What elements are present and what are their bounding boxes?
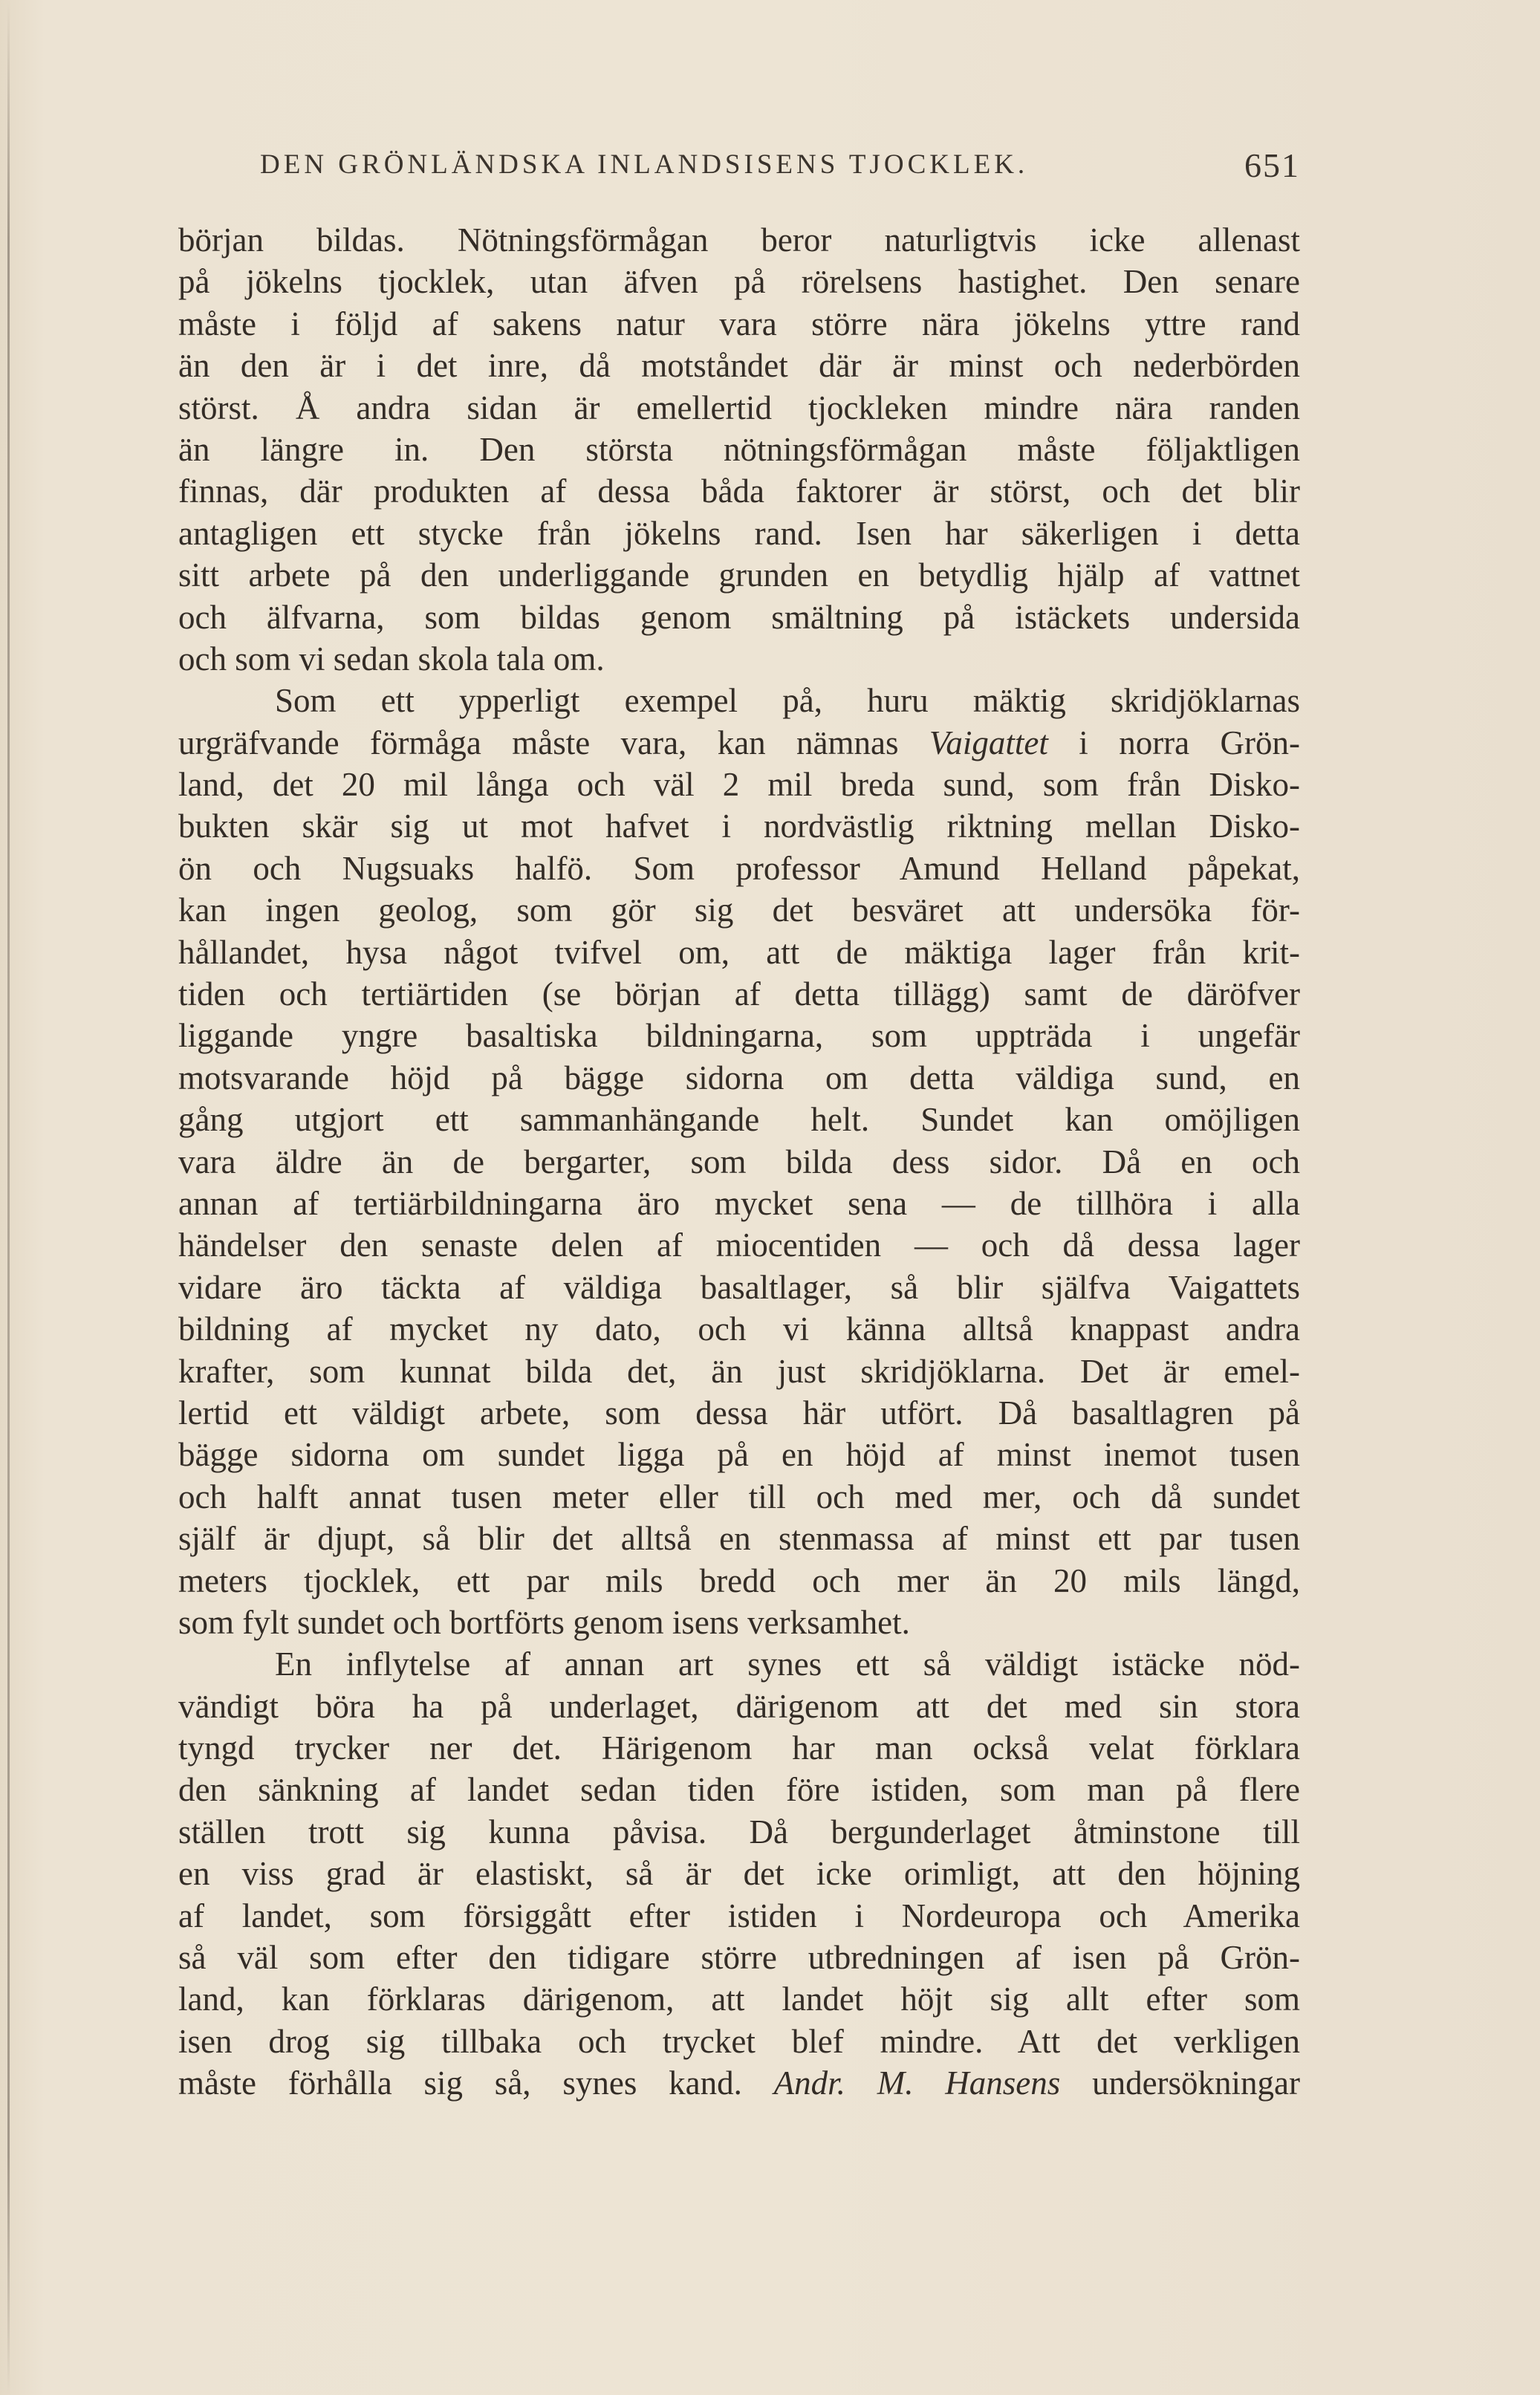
text-line: bukten skär sig ut mot hafvet i nordvästlig riktning mellan Disko- xyxy=(178,807,1300,845)
paragraph-1 xyxy=(178,219,1300,680)
text-line: motsvarande höjd på bägge sidorna om detta väldiga sund, en xyxy=(178,1059,1300,1096)
text-line: ön och Nugsuaks halfö. Som professor Amund Helland påpekat, xyxy=(178,849,1300,887)
text-line: vändigt böra ha på underlaget, därigenom att det med sin stora xyxy=(178,1687,1300,1725)
text-line: af landet, som försiggått efter istiden i Nordeuropa och Amerika xyxy=(178,1897,1300,1934)
text-line: vara äldre än de bergarter, som bilda dess sidor. Då en och xyxy=(178,1143,1300,1180)
text-line: måste i följd af sakens natur vara större nära jökelns yttre rand xyxy=(178,305,1300,342)
text-line: land, kan förklaras därigenom, att landet höjt sig allt efter som xyxy=(178,1980,1300,2018)
text-line: så väl som efter den tidigare större utbredningen af isen på Grön- xyxy=(178,1939,1300,1977)
text-line: ställen trott sig kunna påvisa. Då bergunderlaget åtminstone till xyxy=(178,1813,1300,1850)
text-line: isen drog sig tillbaka och trycket blef mindre. Att det verkligen xyxy=(178,2022,1300,2060)
text-line: början bildas. Nötningsförmågan beror naturligtvis icke allenast xyxy=(178,221,1300,259)
text-line: och älfvarna, som bildas genom smältning på istäckets undersida xyxy=(178,598,1300,636)
text-line: tiden och tertiärtiden (se början af detta tillägg) samt de däröfver xyxy=(178,975,1300,1013)
text-segment: urgräfvande förmåga måste vara, kan nämnas xyxy=(178,724,929,761)
italic-place-name: Vaigattet xyxy=(929,724,1048,761)
text-line: land, det 20 mil långa och väl 2 mil breda sund, som från Disko- xyxy=(178,766,1300,804)
text-line: bägge sidorna om sundet ligga på en höjd af minst inemot tusen xyxy=(178,1436,1300,1474)
text-line: den sänkning af landet sedan tiden före istiden, som man på flere xyxy=(178,1771,1300,1809)
text-line: annan af tertiärbildningarna äro mycket sena — de tillhöra i alla xyxy=(178,1184,1300,1222)
text-segment: måste förhålla sig så, synes kand. xyxy=(178,2064,774,2102)
text-line: hållandet, hysa något tvifvel om, att de mäktiga lager från krit- xyxy=(178,933,1300,971)
text-line: och halft annat tusen meter eller till och med mer, och då sundet xyxy=(178,1478,1300,1515)
text-line: vidare äro täckta af väldiga basaltlager, så blir själfva Vaigattets xyxy=(178,1268,1300,1306)
paragraph-2 xyxy=(178,680,1300,1643)
text-line xyxy=(178,2062,1300,2104)
text-line: än längre in. Den största nötningsförmågan måste följaktligen xyxy=(178,430,1300,468)
text-line: en viss grad är elastiskt, så är det icke orimligt, att den höjning xyxy=(178,1855,1300,1893)
text-line: själf är djupt, så blir det alltså en stenmassa af minst ett par tusen xyxy=(178,1520,1300,1558)
text-line: antagligen ett stycke från jökelns rand. Isen har säkerligen i detta xyxy=(178,514,1300,552)
page-header xyxy=(260,146,1300,193)
text-line: på jökelns tjocklek, utan äfven på rörelsens hastighet. Den senare xyxy=(178,263,1300,301)
page-number: 651 xyxy=(1244,146,1300,184)
text-line: finnas, där produkten af dessa båda faktorer är störst, och det blir xyxy=(178,472,1300,510)
text-line: bildning af mycket ny dato, och vi känna alltså knappast andra xyxy=(178,1310,1300,1348)
text-line: liggande yngre basaltiska bildningarna, som uppträda i ungefär xyxy=(178,1017,1300,1055)
text-line: gång utgjort ett sammanhängande helt. Sundet kan omöjligen xyxy=(178,1101,1300,1139)
text-line: Som ett ypperligt exempel på, huru mäktig skridjöklarnas xyxy=(275,682,1300,720)
text-segment: i norra Grön- xyxy=(1047,724,1300,761)
text-line: lertid ett väldigt arbete, som dessa här utfört. Då basaltlagren på xyxy=(178,1394,1300,1432)
paragraph-3 xyxy=(178,1643,1300,2104)
text-line: meters tjocklek, ett par mils bredd och mer än 20 mils längd, xyxy=(178,1562,1300,1599)
text-line: störst. Å andra sidan är emellertid tjockleken mindre nära randen xyxy=(178,389,1300,426)
text-line: En inflytelse af annan art synes ett så väldigt istäcke nöd- xyxy=(275,1645,1300,1683)
text-line: tyngd trycker ner det. Härigenom har man också velat förklara xyxy=(178,1729,1300,1767)
text-line: än den är i det inre, då motståndet där är minst och nederbörden xyxy=(178,347,1300,385)
body-text xyxy=(178,219,1300,2105)
text-line: sitt arbete på den underliggande grunden en betydlig hjälp af vattnet xyxy=(178,556,1300,594)
text-line: krafter, som kunnat bilda det, än just skridjöklarna. Det är emel- xyxy=(178,1352,1300,1390)
italic-author-name: Andr. M. Hansens xyxy=(773,2064,1061,2102)
running-head: DEN GRÖNLÄNDSKA INLANDSISENS TJOCKLEK. xyxy=(260,149,1029,180)
text-line: och som vi sedan skola tala om. xyxy=(178,640,605,677)
text-line xyxy=(178,722,1300,764)
page-edge-shadow xyxy=(7,0,10,2395)
text-line: kan ingen geolog, som gör sig det besväret att undersöka för- xyxy=(178,891,1300,929)
text-line: händelser den senaste delen af miocentiden — och då dessa lager xyxy=(178,1226,1300,1264)
text-line: som fylt sundet och bortförts genom isens verksamhet. xyxy=(178,1603,910,1641)
text-segment: undersökningar xyxy=(1060,2064,1300,2102)
